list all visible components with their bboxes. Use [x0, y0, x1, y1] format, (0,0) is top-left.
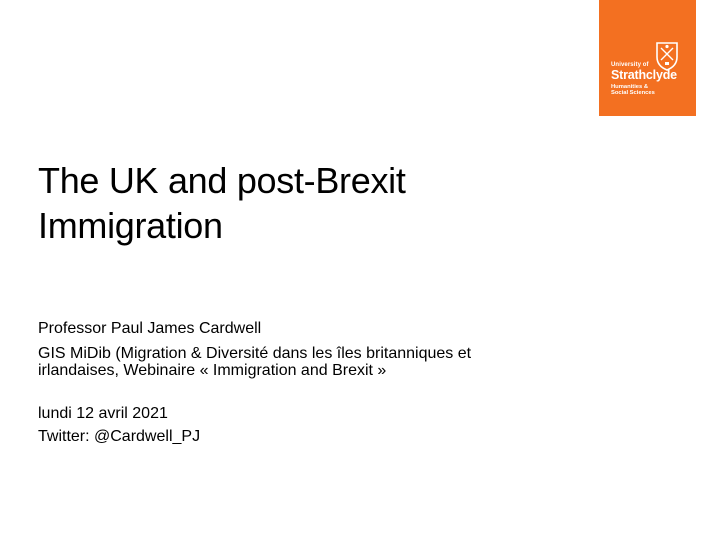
title-line-2: Immigration — [38, 205, 223, 246]
author-name: Professor Paul James Cardwell — [38, 320, 262, 337]
logo-wordmark — [611, 62, 677, 97]
logo-line-humanities: Humanities & — [611, 83, 649, 90]
logo-line-social-sciences: Social Sciences — [611, 90, 655, 97]
slide-title — [38, 158, 638, 248]
university-logo — [599, 0, 696, 116]
logo-line-university: University of — [611, 62, 649, 68]
title-line-1: The UK and post-Brexit — [38, 160, 406, 201]
logo-line-strathclyde: Strathclyde — [611, 68, 677, 82]
twitter-handle: Twitter: @Cardwell_PJ — [38, 428, 201, 445]
event-line-1: GIS MiDib (Migration & Diversité dans les îles britanniques et — [38, 345, 472, 362]
event-line-2: irlandaises, Webinaire « Immigration and Brexit » — [38, 362, 387, 379]
event-date: lundi 12 avril 2021 — [38, 405, 168, 422]
